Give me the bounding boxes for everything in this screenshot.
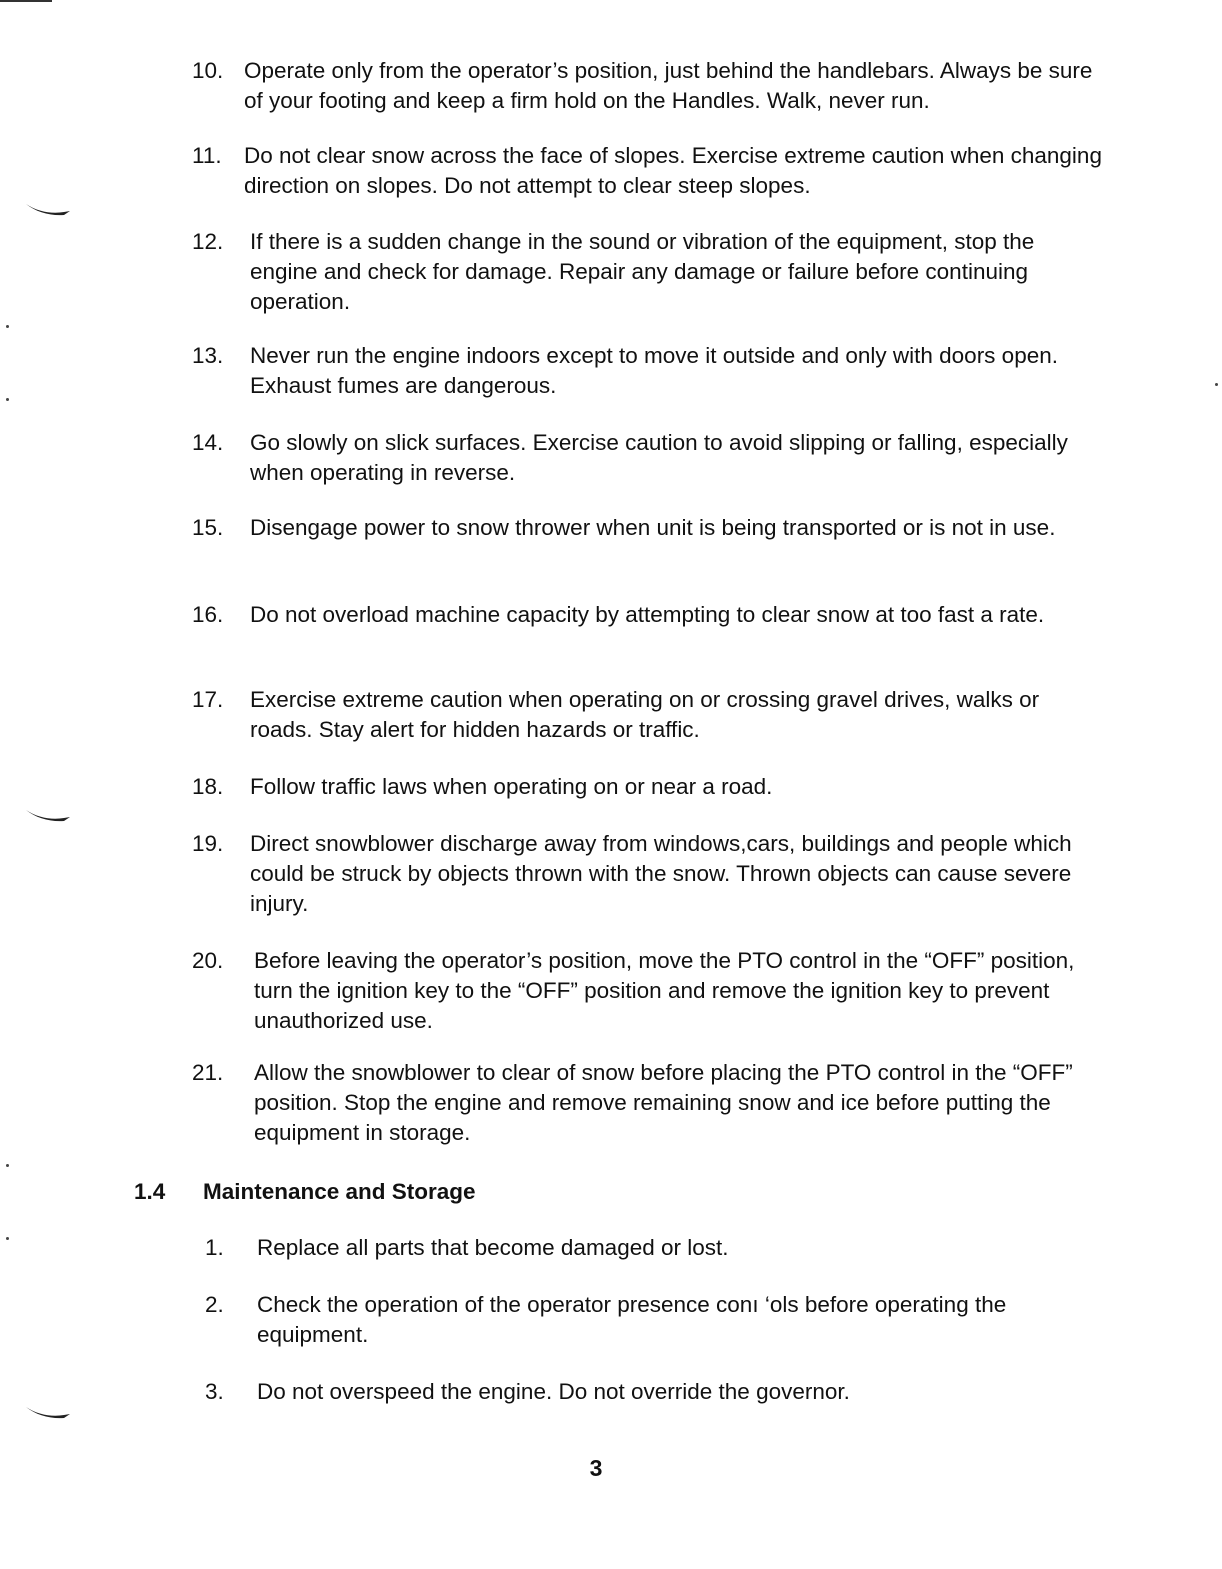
maintenance-item-1 [205,1233,1105,1263]
item-text: Before leaving the operator’s position, move the PTO control in the “OFF” position, turn the ignition key to the “OFF” position and remove the ignition key to prevent unauthorized use. [254,948,1075,1033]
list-item-17 [192,685,1102,745]
item-number: 1. [205,1235,224,1260]
list-item-16 [192,600,1102,630]
list-item-13 [192,341,1102,401]
page-number: 3 [589,1455,603,1481]
item-number: 19. [192,831,224,856]
item-text: Do not clear snow across the face of slopes. Exercise extreme caution when changing direction on slopes. Do not attempt to clear steep slopes. [244,143,1102,198]
item-text: Allow the snowblower to clear of snow before placing the PTO control in the “OFF” position. Stop the engine and remove remaining snow and ice before putting the equipment in storage. [254,1060,1073,1145]
item-number: 21. [192,1060,224,1085]
item-number: 20. [192,948,224,973]
item-text: Do not overload machine capacity by attempting to clear snow at too fast a rate. [250,602,1045,627]
item-number: 15. [192,515,224,540]
item-text: Go slowly on slick surfaces. Exercise caution to avoid slipping or falling, especially when operating in reverse. [250,430,1068,485]
maintenance-item-2 [205,1290,1105,1350]
item-text: Check the operation of the operator presence conı ‘ols before operating the equipment. [257,1292,1007,1347]
section-number: 1.4 [134,1179,166,1204]
item-number: 18. [192,774,224,799]
item-text: Never run the engine indoors except to move it outside and only with doors open. Exhaust fumes are dangerous. [250,343,1058,398]
item-number: 13. [192,343,224,368]
item-text: Exercise extreme caution when operating on or crossing gravel drives, walks or roads. Stay alert for hidden hazards or traffic. [250,687,1040,742]
scan-speck [6,398,9,401]
list-item-14 [192,428,1102,488]
item-text: If there is a sudden change in the sound or vibration of the equipment, stop the engine and check for damage. Repair any damage or failure before continuing operation. [250,229,1035,314]
item-number: 17. [192,687,224,712]
list-item-15 [192,513,1102,543]
scan-speck [1215,383,1218,386]
scan-speck [6,325,9,328]
list-item-10 [192,56,1102,116]
list-item-20 [192,946,1102,1036]
binder-mark-icon [24,1405,72,1419]
list-item-18 [192,772,1102,802]
item-text: Follow traffic laws when operating on or near a road. [250,774,773,799]
item-number: 14. [192,430,224,455]
binder-mark-icon [24,202,72,216]
item-text: Operate only from the operator’s position, just behind the handlebars. Always be sure of your footing and keep a firm hold on the Handles. Walk, never run. [244,58,1093,113]
section-title: Maintenance and Storage [203,1179,476,1204]
item-text: Replace all parts that become damaged or lost. [257,1235,729,1260]
top-edge-rule [0,0,52,2]
item-text: Direct snowblower discharge away from windows,cars, buildings and people which could be struck by objects thrown with the snow. Thrown objects can cause severe injury. [250,831,1072,916]
item-text: Disengage power to snow thrower when unit is being transported or is not in use. [250,515,1056,540]
binder-mark-icon [24,808,72,822]
list-item-11 [192,141,1102,201]
list-item-19 [192,829,1102,919]
list-item-21 [192,1058,1102,1148]
item-number: 12. [192,229,224,254]
item-number: 16. [192,602,224,627]
scan-speck [6,1237,9,1240]
item-number: 10. [192,58,224,83]
list-item-12 [192,227,1102,317]
item-number: 11. [192,143,222,168]
item-text: Do not overspeed the engine. Do not override the governor. [257,1379,850,1404]
item-number: 3. [205,1379,224,1404]
scan-speck [6,1164,9,1167]
item-number: 2. [205,1292,224,1317]
maintenance-item-3 [205,1377,1105,1407]
